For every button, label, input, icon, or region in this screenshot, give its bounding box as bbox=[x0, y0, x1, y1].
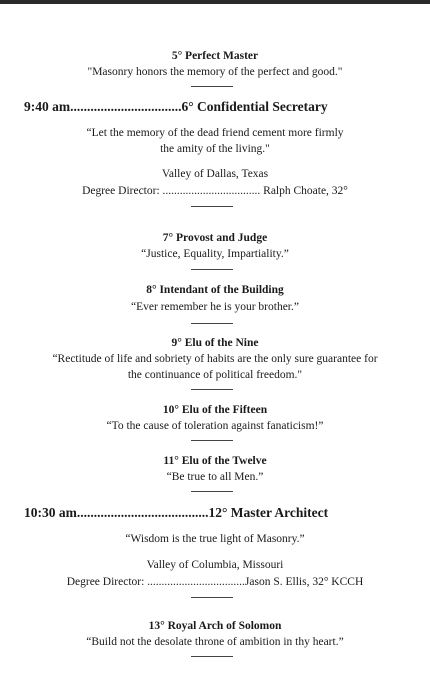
divider bbox=[191, 323, 233, 324]
top-border bbox=[0, 0, 430, 4]
divider bbox=[191, 389, 233, 390]
divider bbox=[191, 656, 233, 657]
divider bbox=[191, 86, 233, 87]
degree-13-quote: “Build not the desolate throne of ambition in thy heart.” bbox=[86, 636, 344, 648]
degree-9-title: 9° Elu of the Nine bbox=[171, 337, 259, 349]
degree-11-title: 11° Elu of the Twelve bbox=[163, 455, 267, 467]
divider bbox=[191, 269, 233, 270]
divider bbox=[191, 491, 233, 492]
degree-12-quote: “Wisdom is the true light of Masonry.” bbox=[125, 533, 305, 545]
degree-7-quote: “Justice, Equality, Impartiality.” bbox=[141, 248, 289, 260]
degree-5-title: 5° Perfect Master bbox=[171, 50, 259, 62]
degree-7-title: 7° Provost and Judge bbox=[162, 232, 268, 244]
degree-6-quote-line-1: “Let the memory of the dead friend cement more firmly bbox=[86, 127, 344, 139]
degree-5-quote: "Masonry honors the memory of the perfect and good." bbox=[87, 66, 343, 78]
degree-13-title: 13° Royal Arch of Solomon bbox=[148, 620, 282, 632]
divider bbox=[191, 597, 233, 598]
degree-8-quote: “Ever remember he is your brother.” bbox=[131, 301, 299, 313]
degree-9-quote-line-2: the continuance of political freedom." bbox=[127, 369, 303, 381]
degree-12-director: Degree Director: ..................................Jason S. Ellis, 32° KCCH bbox=[66, 576, 364, 588]
divider bbox=[191, 440, 233, 441]
degree-6-quote-line-2: the amity of the living." bbox=[160, 143, 270, 155]
degree-8-title: 8° Intendant of the Building bbox=[146, 284, 284, 296]
degree-9-quote-line-1: “Rectitude of life and sobriety of habits are the only sure guarantee for bbox=[52, 353, 378, 365]
degree-6-valley: Valley of Dallas, Texas bbox=[161, 168, 269, 180]
degree-11-quote: “Be true to all Men.” bbox=[166, 471, 264, 483]
degree-12-valley: Valley of Columbia, Missouri bbox=[146, 559, 284, 571]
degree-6-time-heading: 9:40 am.................................6° Confidential Secretary bbox=[24, 99, 328, 114]
divider bbox=[191, 206, 233, 207]
degree-12-time-heading: 10:30 am.......................................12° Master Architect bbox=[24, 505, 329, 520]
degree-6-director: Degree Director: .................................. Ralph Choate, 32° bbox=[82, 185, 348, 197]
degree-10-quote: “To the cause of toleration against fanaticism!” bbox=[106, 420, 324, 432]
degree-10-title: 10° Elu of the Fifteen bbox=[162, 404, 268, 416]
